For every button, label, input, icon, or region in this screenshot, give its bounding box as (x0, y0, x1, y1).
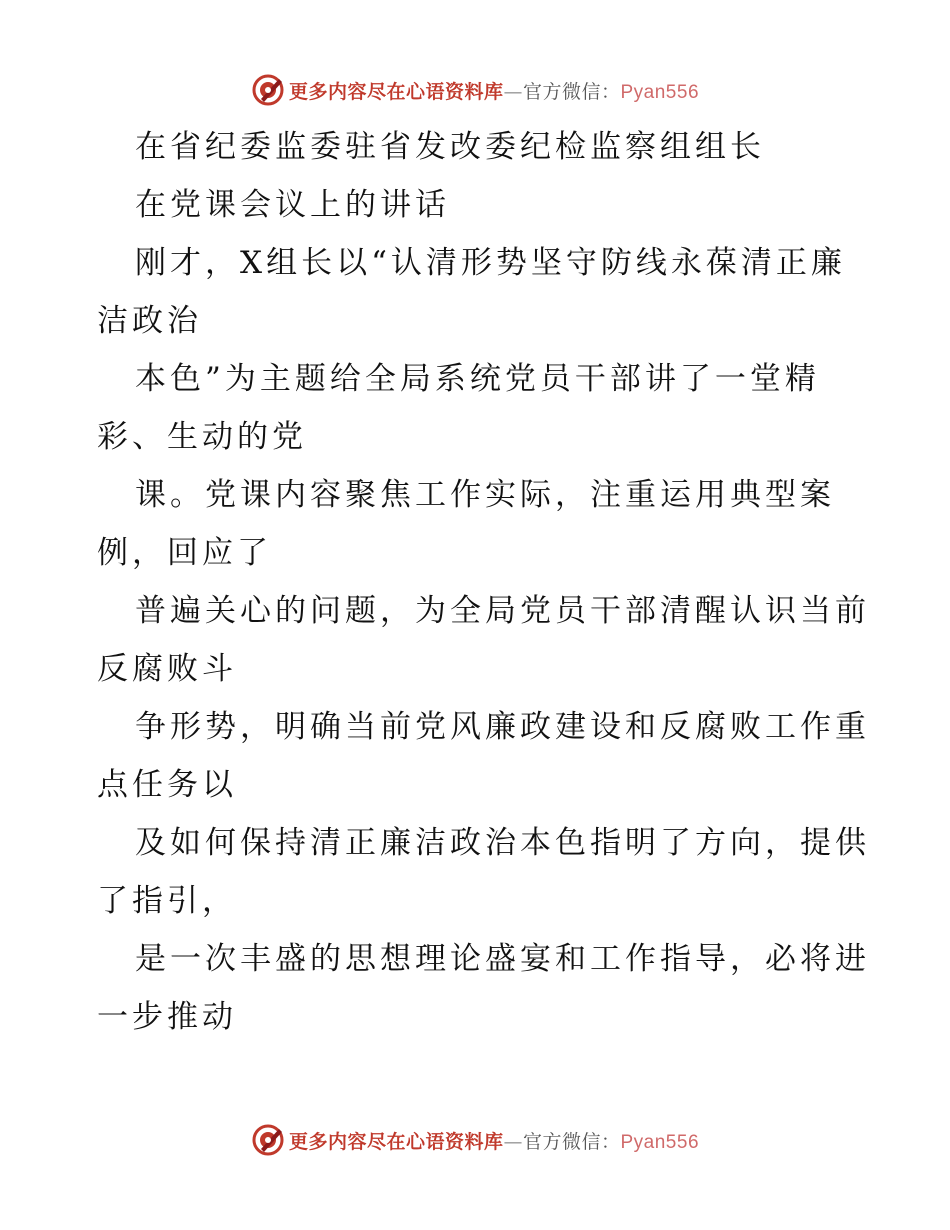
body-line: 普遍关心的问题，为全局党员干部清醒认识当前 (135, 593, 870, 629)
footer-banner-wechat-id: Pyan556 (620, 1131, 700, 1153)
body-line: 是一次丰盛的思想理论盛宴和工作指导，必将进 (135, 941, 870, 977)
footer-banner-text (289, 1127, 699, 1154)
pen-logo-icon (251, 1123, 285, 1157)
footer-banner-wechat-label: 官方微信： (522, 1130, 621, 1153)
body-line: 刚才，X组长以“认清形势坚守防线永葆清正廉 (135, 245, 846, 281)
body-line: 本色”为主题给全局系统党员干部讲了一堂精 (135, 361, 820, 397)
body-line: 了指引， (97, 883, 237, 919)
body-line: 洁政治 (97, 303, 202, 339)
body-line: 例，回应了 (97, 535, 272, 571)
body-line: 彩、生动的党 (97, 419, 307, 455)
header-banner-main: 更多内容尽在心语资料库 (288, 80, 504, 103)
pen-logo-icon (251, 73, 285, 107)
body-line: 反腐败斗 (97, 651, 237, 687)
footer-banner (0, 1120, 950, 1160)
body-line: 及如何保持清正廉洁政治本色指明了方向，提供 (135, 825, 870, 861)
body-line: 争形势，明确当前党风廉政建设和反腐败工作重 (135, 709, 870, 745)
body-line: 课。党课内容聚焦工作实际，注重运用典型案 (135, 477, 835, 513)
title-line-2: 在党课会议上的讲话 (135, 187, 450, 223)
header-banner (0, 70, 950, 110)
body-line: 一步推动 (97, 999, 237, 1035)
document-body (97, 118, 870, 1046)
header-banner-wechat-label: 官方微信： (522, 80, 621, 103)
footer-banner-main: 更多内容尽在心语资料库 (288, 1130, 504, 1153)
header-banner-wechat-id: Pyan556 (620, 81, 700, 103)
footer-banner-dash: — (503, 1130, 523, 1153)
title-line-1: 在省纪委监委驻省发改委纪检监察组组长 (135, 129, 765, 165)
header-banner-text (289, 77, 699, 104)
body-line: 点任务以 (97, 767, 237, 803)
header-banner-dash: — (503, 80, 523, 103)
